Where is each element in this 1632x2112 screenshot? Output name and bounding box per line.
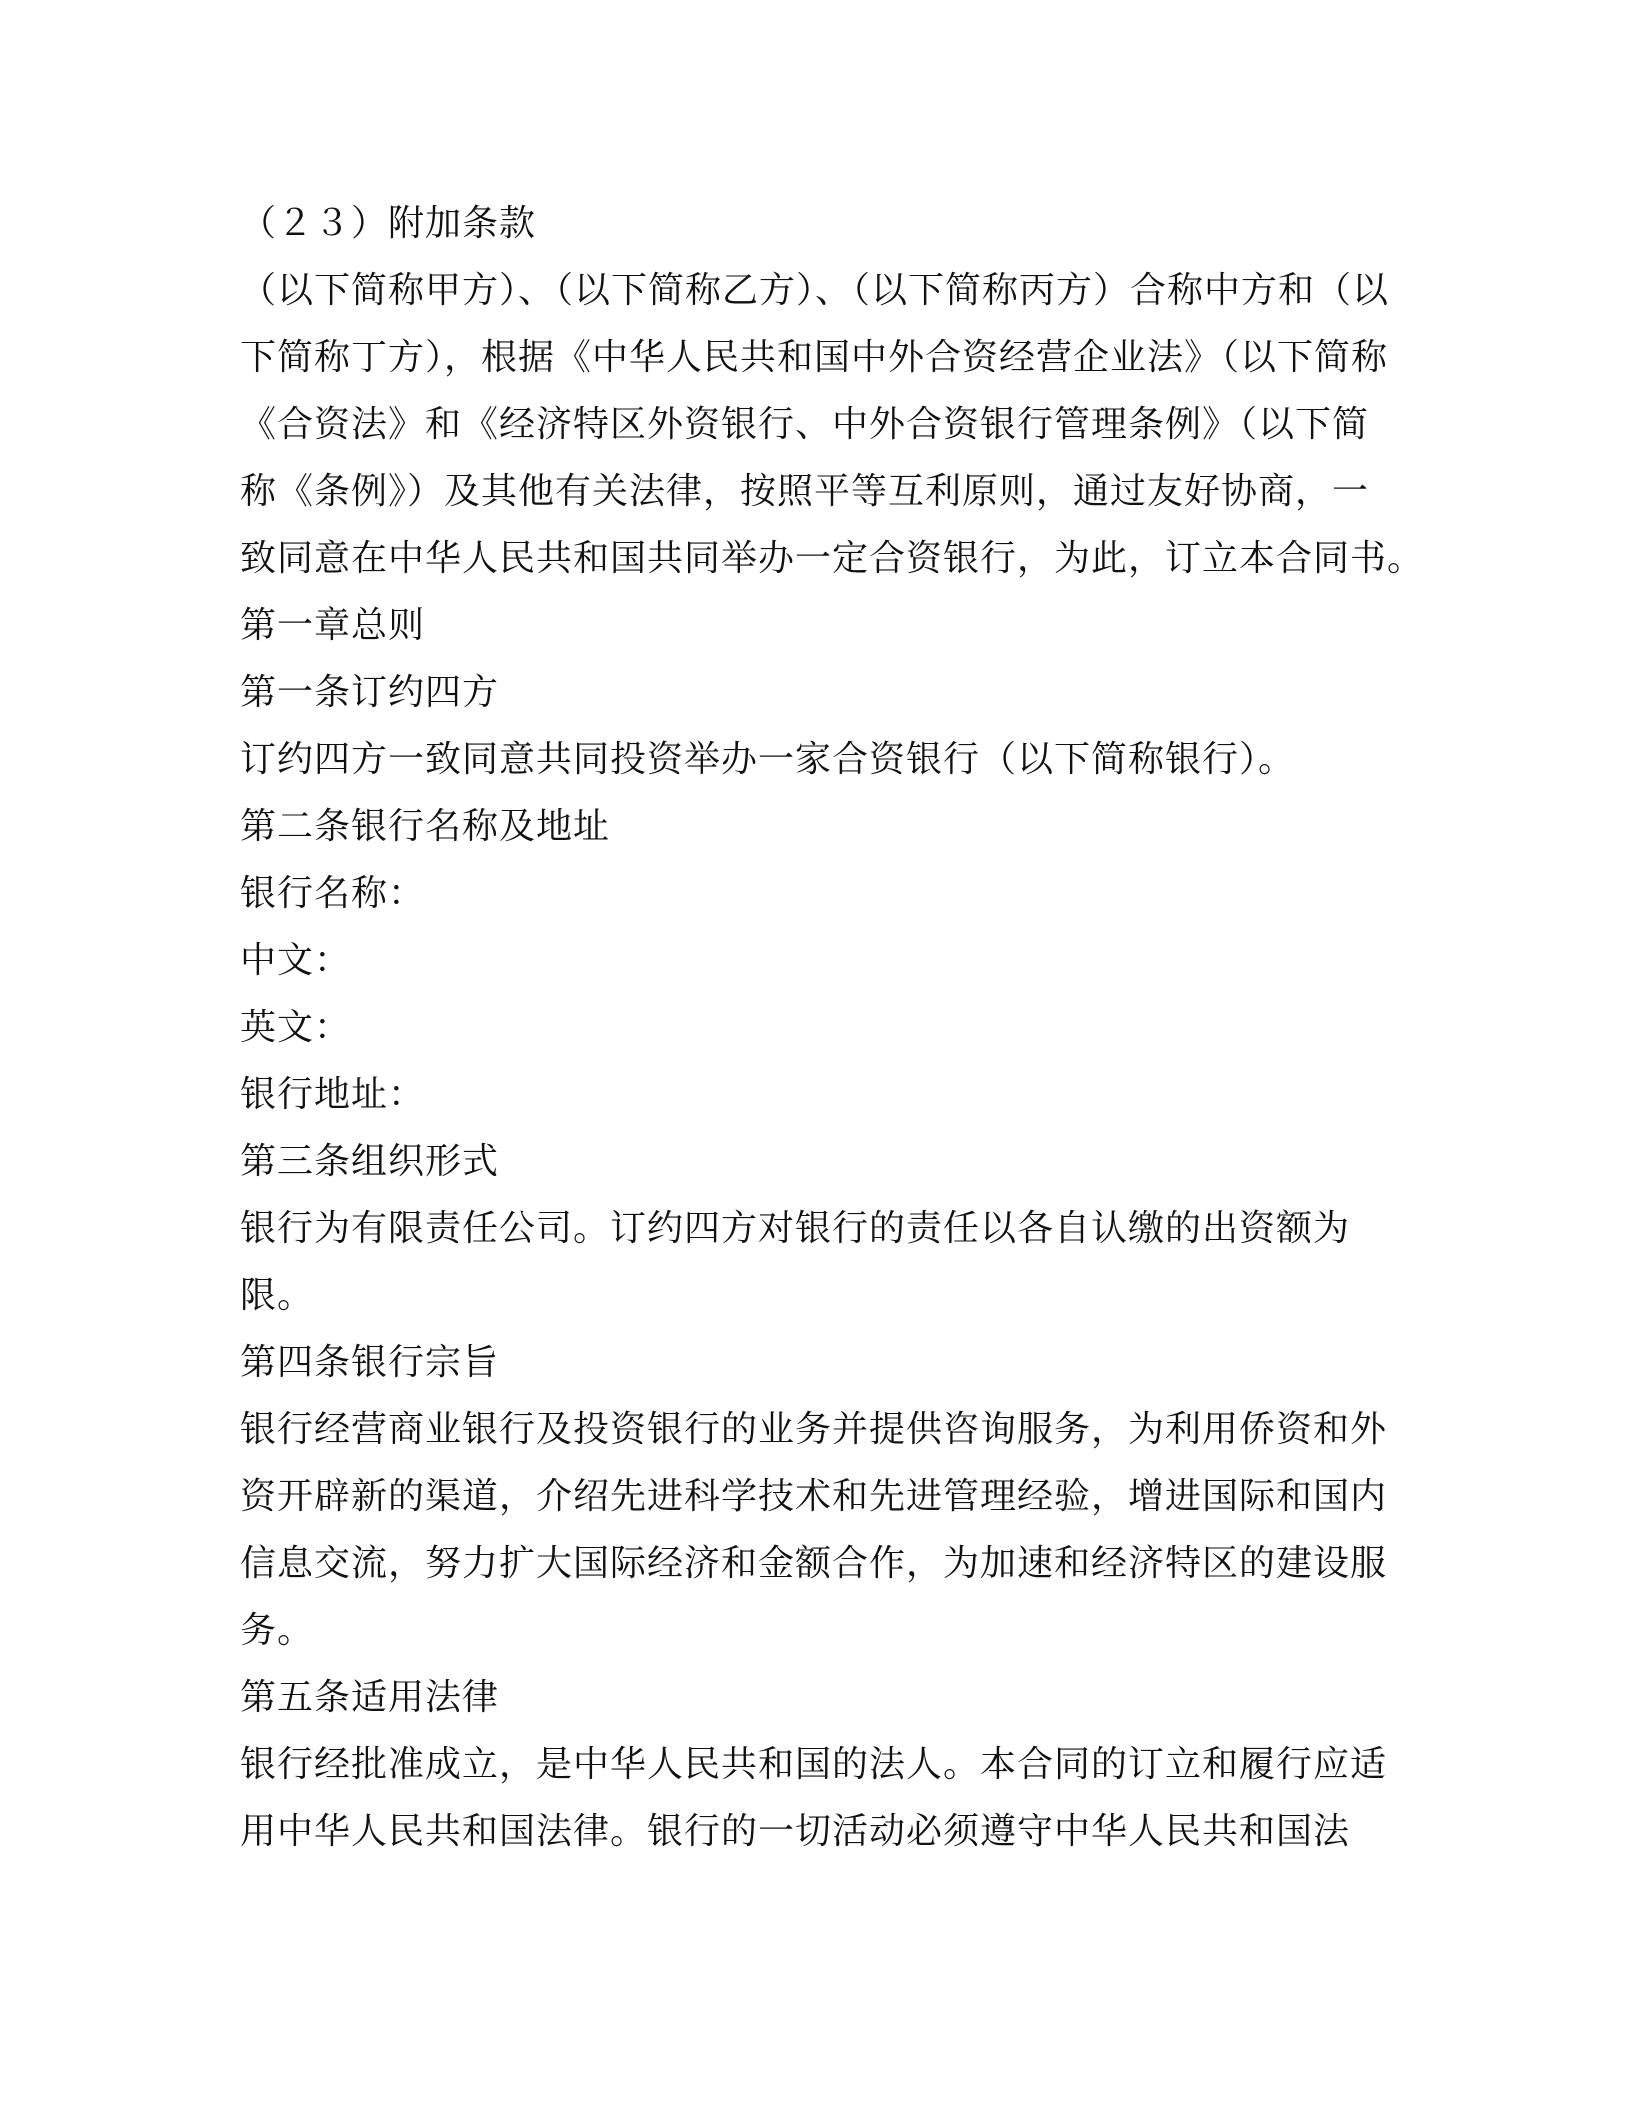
article-text: 限。 [240,1275,315,1316]
preamble-line: 致同意在中华人民共和国共同举办一定合资银行，为此，订立本合同书。 [240,538,1425,579]
field-label: 银行名称： [240,873,426,914]
article-text: 资开辟新的渠道，介绍先进科学技术和先进管理经验，增进国际和国内 [240,1476,1388,1517]
preamble-line: （以下简称甲方）、（以下简称乙方）、（以下简称丙方）合称中方和（以 [240,270,1390,311]
article-text: 银行为有限责任公司。订约四方对银行的责任以各自认缴的出资额为 [240,1208,1351,1249]
field-label: 英文： [240,1007,352,1048]
preamble-line: 称《条例》）及其他有关法律，按照平等互利原则，通过友好协商，一 [240,471,1370,512]
document-page [240,190,1425,1865]
clause-title: （２３）附加条款 [240,203,537,244]
article-heading: 第四条银行宗旨 [240,1342,500,1383]
article-text: 务。 [240,1610,315,1651]
field-label: 银行地址： [240,1074,426,1115]
article-text: 银行经营商业银行及投资银行的业务并提供咨询服务，为利用侨资和外 [240,1409,1388,1450]
article-text: 银行经批准成立，是中华人民共和国的法人。本合同的订立和履行应适 [240,1744,1388,1785]
preamble-line: 下简称丁方），根据《中华人民共和国中外合资经营企业法》（以下简称 [240,337,1389,378]
chapter-heading: 第一章总则 [240,605,426,646]
article-heading: 第五条适用法律 [240,1677,500,1718]
article-heading: 第三条组织形式 [240,1141,500,1182]
article-text: 订约四方一致同意共同投资举办一家合资银行（以下简称银行）。 [240,739,1296,780]
article-heading: 第一条订约四方 [240,672,500,713]
article-text: 信息交流，努力扩大国际经济和金额合作，为加速和经济特区的建设服 [240,1543,1388,1584]
field-label: 中文： [240,940,352,981]
preamble-line: 《合资法》和《经济特区外资银行、中外合资银行管理条例》（以下简 [240,404,1370,445]
article-text: 用中华人民共和国法律。银行的一切活动必须遵守中华人民共和国法 [240,1811,1351,1852]
article-heading: 第二条银行名称及地址 [240,806,611,847]
